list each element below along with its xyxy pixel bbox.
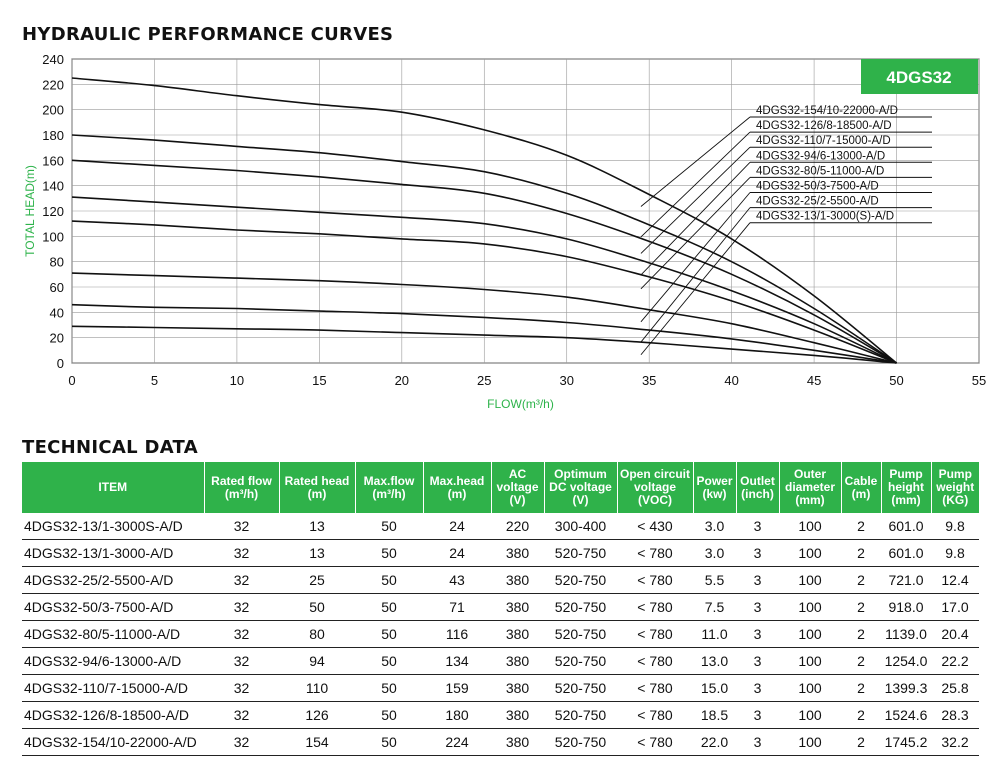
x-tick-label: 0 — [68, 373, 76, 388]
column-header: AC voltage (V) — [491, 462, 544, 513]
table-cell: 3 — [736, 594, 779, 621]
table-cell: 32 — [204, 594, 279, 621]
table-cell: < 780 — [617, 729, 693, 756]
table-cell: 100 — [779, 702, 841, 729]
technical-data-table — [22, 462, 979, 756]
table-cell: 50 — [355, 567, 423, 594]
model-name-cell: 4DGS32-94/6-13000-A/D — [22, 648, 204, 675]
table-cell: 3.0 — [693, 540, 736, 567]
x-tick-label: 10 — [229, 373, 245, 388]
table-cell: 43 — [423, 567, 491, 594]
table-row — [22, 594, 979, 621]
table-row — [22, 729, 979, 756]
table-cell: 3 — [736, 513, 779, 540]
table-cell: 520-750 — [544, 675, 617, 702]
legend-entry-4: 4DGS32-94/6-13000-A/D — [756, 150, 886, 163]
column-header: Pump height (mm) — [881, 462, 931, 513]
table-cell: 71 — [423, 594, 491, 621]
model-name-cell: 4DGS32-13/1-3000-A/D — [22, 540, 204, 567]
table-cell: 3 — [736, 648, 779, 675]
y-tick-label: 120 — [42, 204, 64, 219]
table-cell: 134 — [423, 648, 491, 675]
column-header: ITEM — [22, 462, 204, 513]
table-cell: 380 — [491, 729, 544, 756]
column-header: Cable (m) — [841, 462, 881, 513]
table-header — [22, 462, 979, 513]
table-cell: 721.0 — [881, 567, 931, 594]
table-cell: 18.5 — [693, 702, 736, 729]
legend-entry-1: 4DGS32-154/10-22000-A/D — [756, 105, 898, 117]
column-header: Pump weight (KG) — [931, 462, 979, 513]
table-cell: 100 — [779, 675, 841, 702]
x-tick-label: 55 — [971, 373, 987, 388]
table-cell: 3 — [736, 702, 779, 729]
table-cell: 380 — [491, 540, 544, 567]
table-cell: 50 — [355, 648, 423, 675]
table-cell: 3 — [736, 675, 779, 702]
table-cell: < 430 — [617, 513, 693, 540]
table-row — [22, 675, 979, 702]
table-cell: 220 — [491, 513, 544, 540]
legend-entry-5: 4DGS32-80/5-11000-A/D — [756, 165, 885, 178]
model-name-cell: 4DGS32-25/2-5500-A/D — [22, 567, 204, 594]
y-tick-label: 140 — [42, 178, 64, 194]
table-cell: 2 — [841, 567, 881, 594]
x-tick-label: 35 — [641, 373, 657, 388]
model-name-cell: 4DGS32-13/1-3000S-A/D — [22, 513, 204, 540]
y-tick-label: 0 — [56, 356, 64, 371]
table-row — [22, 513, 979, 540]
table-cell: 25.8 — [931, 675, 979, 702]
table-cell: 224 — [423, 729, 491, 756]
table-cell: 32 — [204, 729, 279, 756]
table-cell: 180 — [423, 702, 491, 729]
column-header: Optimum DC voltage (V) — [544, 462, 617, 513]
model-name-cell: 4DGS32-80/5-11000-A/D — [22, 621, 204, 648]
table-cell: 13 — [279, 540, 355, 567]
table-cell: < 780 — [617, 621, 693, 648]
y-tick-label: 80 — [49, 254, 64, 270]
table-cell: 380 — [491, 567, 544, 594]
table-cell: 22.2 — [931, 648, 979, 675]
table-cell: 32 — [204, 513, 279, 540]
table-cell: 1399.3 — [881, 675, 931, 702]
table-cell: 380 — [491, 594, 544, 621]
table-cell: 3.0 — [693, 513, 736, 540]
x-tick-label: 20 — [394, 373, 410, 388]
table-cell: 2 — [841, 513, 881, 540]
table-row — [22, 621, 979, 648]
table-cell: 100 — [779, 729, 841, 756]
table-cell: < 780 — [617, 702, 693, 729]
x-tick-label: 30 — [559, 373, 574, 388]
table-cell: 22.0 — [693, 729, 736, 756]
table-cell: 2 — [841, 675, 881, 702]
table-cell: 2 — [841, 702, 881, 729]
table-cell: 2 — [841, 648, 881, 675]
y-tick-label: 60 — [49, 280, 64, 295]
table-cell: 1745.2 — [881, 729, 931, 756]
table-header-row — [22, 462, 979, 513]
table-cell: 32 — [204, 675, 279, 702]
x-tick-label: 45 — [806, 373, 822, 388]
table-cell: 9.8 — [931, 540, 979, 567]
table-cell: 12.4 — [931, 567, 979, 594]
table-cell: 520-750 — [544, 540, 617, 567]
legend-entry-7: 4DGS32-25/2-5500-A/D — [756, 195, 879, 208]
y-axis-label: TOTAL HEAD(m) — [23, 165, 37, 257]
column-header: Rated flow (m³/h) — [204, 462, 279, 513]
column-header: Rated head (m) — [279, 462, 355, 513]
model-name-cell: 4DGS32-50/3-7500-A/D — [22, 594, 204, 621]
table-row — [22, 702, 979, 729]
table-cell: 24 — [423, 540, 491, 567]
y-tick-label: 160 — [42, 153, 64, 169]
table-cell: < 780 — [617, 540, 693, 567]
column-header: Power (kw) — [693, 462, 736, 513]
table-cell: 9.8 — [931, 513, 979, 540]
y-tick-label: 240 — [42, 52, 64, 67]
y-tick-label: 180 — [42, 128, 64, 143]
table-cell: 300-400 — [544, 513, 617, 540]
y-tick-label: 200 — [42, 102, 64, 118]
table-cell: 100 — [779, 621, 841, 648]
table-cell: < 780 — [617, 675, 693, 702]
table-cell: 1139.0 — [881, 621, 931, 648]
table-cell: 1524.6 — [881, 702, 931, 729]
table-cell: 24 — [423, 513, 491, 540]
column-header: Outlet (inch) — [736, 462, 779, 513]
table-cell: < 780 — [617, 567, 693, 594]
column-header: Outer diameter (mm) — [779, 462, 841, 513]
table-cell: 15.0 — [693, 675, 736, 702]
table-cell: 32 — [204, 702, 279, 729]
x-tick-label: 25 — [477, 373, 492, 388]
table-body — [22, 513, 979, 756]
table-cell: 520-750 — [544, 594, 617, 621]
table-cell: 50 — [355, 513, 423, 540]
table-cell: 3 — [736, 729, 779, 756]
table-cell: 918.0 — [881, 594, 931, 621]
table-cell: 3 — [736, 540, 779, 567]
table-cell: 50 — [355, 675, 423, 702]
table-cell: 520-750 — [544, 567, 617, 594]
table-cell: 100 — [779, 513, 841, 540]
x-axis-label: FLOW(m³/h) — [487, 397, 554, 411]
table-cell: 32 — [204, 567, 279, 594]
legend-entry-3: 4DGS32-110/7-15000-A/D — [756, 135, 891, 148]
column-header: Max.head (m) — [423, 462, 491, 513]
table-cell: 520-750 — [544, 702, 617, 729]
table-cell: 20.4 — [931, 621, 979, 648]
model-badge-text: 4DGS32 — [886, 68, 952, 87]
performance-chart — [0, 40, 1000, 420]
table-cell: 126 — [279, 702, 355, 729]
legend-entry-2: 4DGS32-126/8-18500-A/D — [756, 120, 892, 133]
x-tick-label: 15 — [312, 373, 327, 388]
table-section-title: TECHNICAL DATA — [22, 437, 198, 458]
table-cell: 159 — [423, 675, 491, 702]
y-tick-label: 100 — [42, 229, 64, 245]
table-cell: 7.5 — [693, 594, 736, 621]
table-cell: 3 — [736, 621, 779, 648]
table-cell: 380 — [491, 648, 544, 675]
table-cell: 2 — [841, 729, 881, 756]
table-cell: 2 — [841, 540, 881, 567]
legend-entry-8: 4DGS32-13/1-3000(S)-A/D — [756, 210, 895, 223]
table-row — [22, 567, 979, 594]
table-cell: 50 — [355, 729, 423, 756]
table-cell: 28.3 — [931, 702, 979, 729]
table-cell: 520-750 — [544, 621, 617, 648]
table-cell: 32 — [204, 540, 279, 567]
table-cell: 116 — [423, 621, 491, 648]
table-cell: 32 — [204, 648, 279, 675]
chart-section-title: HYDRAULIC PERFORMANCE CURVES — [22, 24, 394, 45]
table-cell: 2 — [841, 621, 881, 648]
table-cell: 100 — [779, 594, 841, 621]
y-tick-label: 220 — [42, 77, 64, 93]
column-header: Max.flow (m³/h) — [355, 462, 423, 513]
table-cell: 100 — [779, 567, 841, 594]
table-cell: 13 — [279, 513, 355, 540]
table-cell: 17.0 — [931, 594, 979, 621]
table-cell: 380 — [491, 702, 544, 729]
x-tick-label: 5 — [150, 373, 159, 388]
table-cell: 80 — [279, 621, 355, 648]
x-tick-label: 50 — [889, 373, 904, 388]
table-cell: 2 — [841, 594, 881, 621]
table-cell: 11.0 — [693, 621, 736, 648]
column-header: Open circuit voltage (VOC) — [617, 462, 693, 513]
legend-entry-6: 4DGS32-50/3-7500-A/D — [756, 180, 879, 193]
table-cell: 100 — [779, 648, 841, 675]
table-cell: 380 — [491, 675, 544, 702]
table-cell: 50 — [279, 594, 355, 621]
table-cell: 50 — [355, 540, 423, 567]
table-cell: 100 — [779, 540, 841, 567]
table-cell: < 780 — [617, 648, 693, 675]
model-name-cell: 4DGS32-126/8-18500-A/D — [22, 702, 204, 729]
table-row — [22, 540, 979, 567]
table-cell: 13.0 — [693, 648, 736, 675]
model-name-cell: 4DGS32-154/10-22000-A/D — [22, 729, 204, 756]
table-cell: 3 — [736, 567, 779, 594]
model-name-cell: 4DGS32-110/7-15000-A/D — [22, 675, 204, 702]
table-cell: 1254.0 — [881, 648, 931, 675]
y-tick-label: 40 — [49, 305, 64, 321]
table-cell: < 780 — [617, 594, 693, 621]
table-cell: 601.0 — [881, 513, 931, 540]
table-cell: 32.2 — [931, 729, 979, 756]
table-cell: 520-750 — [544, 729, 617, 756]
table-cell: 32 — [204, 621, 279, 648]
table-cell: 520-750 — [544, 648, 617, 675]
table-cell: 50 — [355, 702, 423, 729]
table-cell: 380 — [491, 621, 544, 648]
table-cell: 50 — [355, 594, 423, 621]
table-cell: 601.0 — [881, 540, 931, 567]
table-cell: 5.5 — [693, 567, 736, 594]
x-tick-label: 40 — [724, 373, 739, 388]
table-cell: 25 — [279, 567, 355, 594]
table-cell: 94 — [279, 648, 355, 675]
y-tick-label: 20 — [49, 330, 64, 346]
table-row — [22, 648, 979, 675]
table-cell: 154 — [279, 729, 355, 756]
table-cell: 50 — [355, 621, 423, 648]
table-cell: 110 — [279, 675, 355, 702]
